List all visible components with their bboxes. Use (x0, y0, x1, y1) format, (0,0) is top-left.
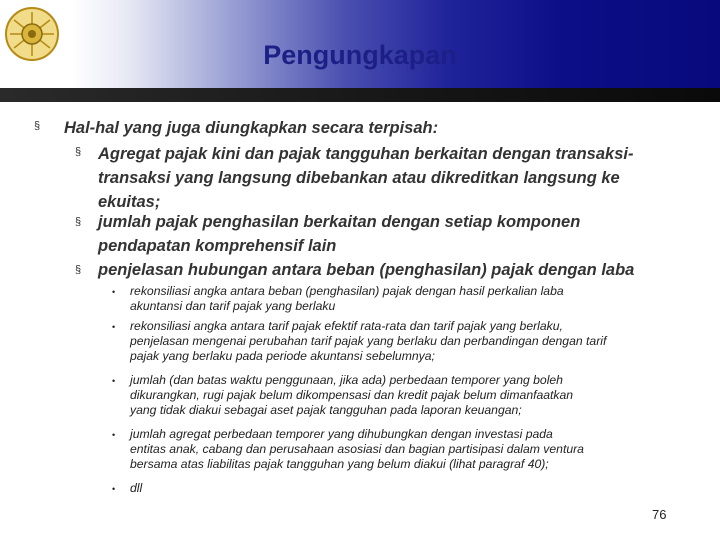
level3-item (130, 427, 695, 472)
level3-item (130, 284, 695, 314)
level1-item: Hal-hal yang juga diungkapkan secara terpisah: (64, 119, 439, 137)
level2-line: ekuitas; (98, 193, 161, 211)
level3-line: rekonsiliasi angka antara beban (penghasilan) pajak dengan hasil perkalian laba (130, 284, 564, 298)
level3-item (130, 481, 695, 496)
bullet-square-icon: § (75, 216, 82, 228)
bullet-dot-icon: • (112, 287, 116, 297)
level3-line: pajak yang berlaku pada periode akuntansi sebelumnya; (130, 349, 435, 363)
level2-item (98, 210, 698, 258)
level3-item (130, 373, 695, 418)
level3-line: jumlah (dan batas waktu penggunaan, jika ada) perbedaan temporer yang boleh (130, 373, 563, 387)
bullet-square-icon: § (75, 146, 82, 158)
level3-item (130, 319, 695, 364)
level3-line: yang tidak diakui sebagai aset pajak tangguhan pada laporan keuangan; (130, 403, 522, 417)
level3-line: dikurangkan, rugi pajak belum dikompensasi dan kredit pajak belum dimanfaatkan (130, 388, 574, 402)
level3-line: entitas anak, cabang dan perusahaan asosiasi dan bagian partisipasi dalam ventura (130, 442, 584, 456)
level2-item (98, 258, 698, 282)
level2-line: pendapatan komprehensif lain (98, 237, 337, 255)
bullet-dot-icon: • (112, 322, 116, 332)
bullet-dot-icon: • (112, 430, 116, 440)
level3-line: bersama atas liabilitas pajak tangguhan yang belum diakui (lihat paragraf 40); (130, 457, 549, 471)
level2-line: jumlah pajak penghasilan berkaitan dengan setiap komponen (98, 213, 581, 231)
level3-line: penjelasan mengenai perubahan tarif pajak yang berlaku dan perbandingan dengan tarif (130, 334, 607, 348)
page-number: 76 (652, 507, 667, 522)
level2-line: penjelasan hubungan antara beban (penghasilan) pajak dengan laba (98, 261, 635, 279)
bullet-dot-icon: • (112, 484, 116, 494)
bullet-square-icon: § (75, 264, 82, 276)
level2-line: Agregat pajak kini dan pajak tangguhan berkaitan dengan transaksi- (98, 145, 634, 163)
level3-line: rekonsiliasi angka antara tarif pajak efektif rata-rata dan tarif pajak yang berlaku, (130, 319, 563, 333)
level3-line: akuntansi dan tarif pajak yang berlaku (130, 299, 336, 313)
level2-item (98, 142, 698, 214)
bullet-square-icon: § (34, 120, 41, 132)
level3-line: jumlah agregat perbedaan temporer yang dihubungkan dengan investasi pada (130, 427, 553, 441)
bullet-dot-icon: • (112, 376, 116, 386)
level2-line: transaksi yang langsung dibebankan atau dikreditkan langsung ke (98, 169, 620, 187)
slide-title: Pengungkapan (263, 40, 457, 70)
level3-line: dll (130, 481, 143, 495)
